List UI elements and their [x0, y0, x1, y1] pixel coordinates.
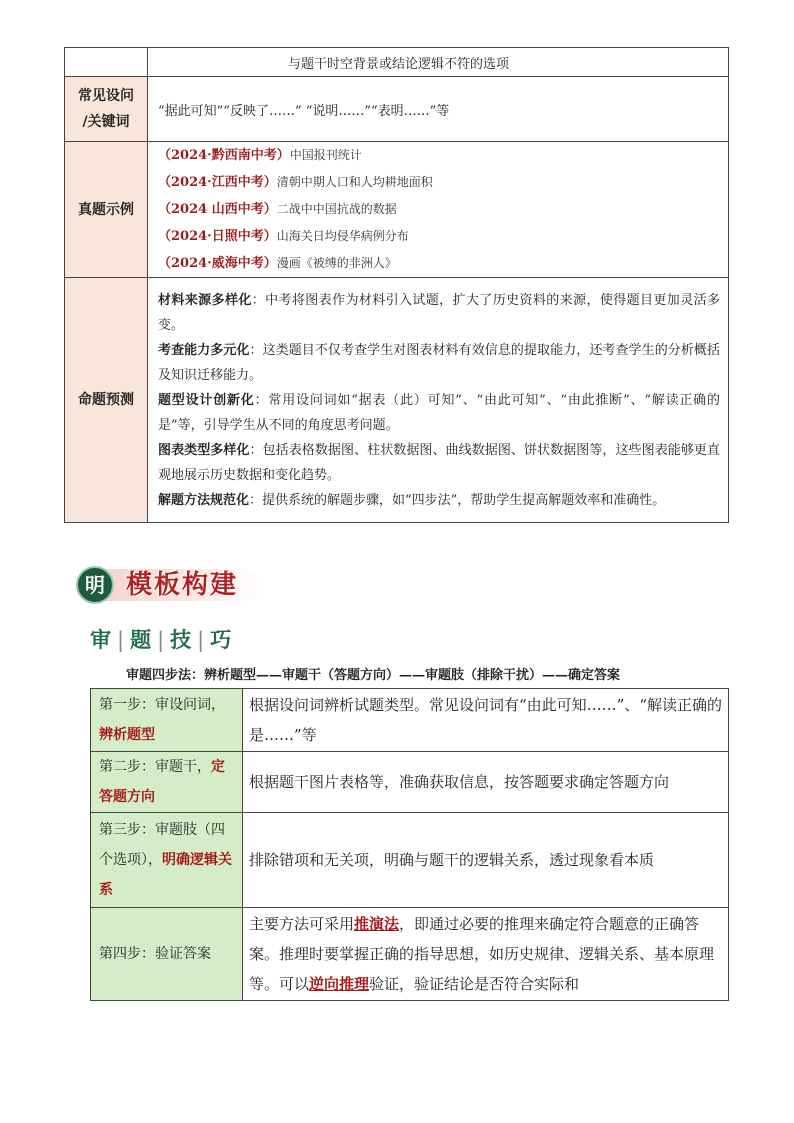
- exam-info-table: [64, 47, 729, 523]
- forecast-heading: 考查能力多元化: [158, 342, 250, 358]
- step-description: 根据设问词辨析试题类型。常见设问词有“由此可知……”、“解读正确的是……”等: [243, 689, 729, 752]
- forecast-body: ：包括表格数据图、柱状数据图、曲线数据图、饼状数据图等，这些图表能够更直观地展示历史数据和变化趋势。: [158, 442, 720, 483]
- subtitle-char: 审: [90, 628, 113, 652]
- table-row: [65, 142, 729, 278]
- forecast-heading: 解题方法规范化: [158, 492, 250, 508]
- example-text: 山海关日均侵华病例分布: [276, 229, 409, 243]
- desc-text: ，即通过必要的推理来确定符合题意的正确答案。推理时要掌握正确的指导思想，如历史规律、逻辑关系、基本原理等。可以: [249, 915, 715, 993]
- examples-cell: [148, 142, 729, 278]
- section-header: [76, 566, 262, 604]
- forecast-body: ：提供系统的解题步骤，如“四步法”，帮助学生提高解题效率和准确性。: [249, 492, 666, 508]
- example-item: [158, 169, 728, 196]
- badge-icon: 明: [76, 566, 114, 604]
- table-row: [91, 813, 729, 908]
- table-row: [91, 689, 729, 752]
- step-label-text: 第一步：审设问词，: [99, 697, 225, 713]
- desc-keyword: 逆向推理: [309, 975, 370, 993]
- step-label-highlight: 辨析题型: [99, 727, 155, 743]
- forecast-paragraph: [158, 388, 728, 438]
- table-row: [65, 278, 729, 523]
- example-item: [158, 250, 728, 277]
- forecast-body: ：中考将图表作为材料引入试题，扩大了历史资料的来源，使得题目更加灵活多变。: [158, 292, 720, 333]
- forecast-heading: 题型设计创新化: [158, 392, 255, 408]
- forecast-body: ：这类题目不仅考查学生对图表材料有效信息的提取能力，还考查学生的分析概括及知识迁移能力。: [158, 342, 720, 383]
- keywords-text: “据此可知”“反映了……” “说明……”“表明……”等: [148, 77, 729, 142]
- examples-label: 真题示例: [65, 142, 148, 278]
- example-year: （2024 山西中考）: [158, 202, 277, 217]
- forecast-label: 命题预测: [65, 278, 148, 523]
- step-description: 排除错项和无关项，明确与题干的逻辑关系，透过现象看本质: [243, 813, 729, 908]
- table-row: [91, 908, 729, 1001]
- table-row: [65, 48, 729, 77]
- step-label: 第四步：验证答案: [91, 908, 243, 1001]
- desc-text: 验证，验证结论是否符合实际和: [369, 975, 580, 993]
- subtitle-char: 技: [170, 628, 194, 652]
- subtitle-separator: |: [117, 628, 127, 652]
- forecast-paragraph: [158, 438, 728, 488]
- forecast-heading: 图表类型多样化: [158, 442, 250, 458]
- keywords-label: [65, 77, 148, 142]
- subtitle-char: 巧: [210, 628, 234, 652]
- forecast-heading: 材料来源多样化: [158, 292, 252, 308]
- step-label: [91, 689, 243, 752]
- table-row: [65, 77, 729, 142]
- subtitle-separator: |: [157, 628, 167, 652]
- example-text: 清朝中期人口和人均耕地面积: [276, 175, 433, 189]
- desc-text: 主要方法可采用: [249, 915, 355, 933]
- desc-keyword: 推演法: [354, 915, 400, 933]
- empty-label-cell: [65, 48, 148, 77]
- forecast-body: ：常用设问词如“据表（此）可知”、“由此可知”、“由此推断”、“解读正确的是”等，引导学生从不同的角度思考问题。: [158, 392, 720, 433]
- forecast-cell: [148, 278, 729, 523]
- step-label-text: 第三步：审题肢（四个选项），: [99, 822, 225, 868]
- step-label-text: 第二步：审题干，: [99, 759, 211, 775]
- example-item: [158, 142, 728, 169]
- steps-title: 审题四步法：辨析题型——审题干（答题方向）——审题肢（排除干扰）——确定答案: [126, 668, 621, 683]
- step-label: [91, 813, 243, 908]
- example-year: （2024·黔西南中考）: [158, 148, 290, 163]
- table-row: [91, 752, 729, 813]
- forecast-paragraph: [158, 288, 728, 338]
- section-title: 模板构建: [126, 570, 239, 600]
- section-subtitle: [90, 624, 233, 654]
- example-item: [158, 196, 728, 223]
- example-text: 二战中中国抗战的数据: [276, 202, 397, 216]
- step-description: [243, 908, 729, 1001]
- keywords-label-line1: 常见设问: [78, 88, 134, 104]
- steps-table: [90, 688, 729, 1001]
- keywords-label-line2: /关键词: [82, 114, 130, 130]
- step-label-highlight: 定答题方向: [99, 759, 225, 805]
- step-description: 根据题干图片表格等，准确获取信息，按答题要求确定答题方向: [243, 752, 729, 813]
- subtitle-char: 题: [130, 628, 154, 652]
- example-text: 漫画《被缚的非洲人》: [276, 256, 397, 270]
- example-year: （2024·威海中考）: [158, 256, 277, 271]
- example-year: （2024·江西中考）: [158, 175, 277, 190]
- example-item: [158, 223, 728, 250]
- subtitle-separator: |: [197, 628, 207, 652]
- option-note-cell: 与题干时空背景或结论逻辑不符的选项: [148, 48, 729, 77]
- example-text: 中国报刊统计: [289, 148, 362, 162]
- forecast-paragraph: [158, 338, 728, 388]
- step-label-highlight: 明确逻辑关系: [99, 852, 232, 898]
- step-label: [91, 752, 243, 813]
- example-year: （2024·日照中考）: [158, 229, 277, 244]
- forecast-paragraph: [158, 488, 728, 513]
